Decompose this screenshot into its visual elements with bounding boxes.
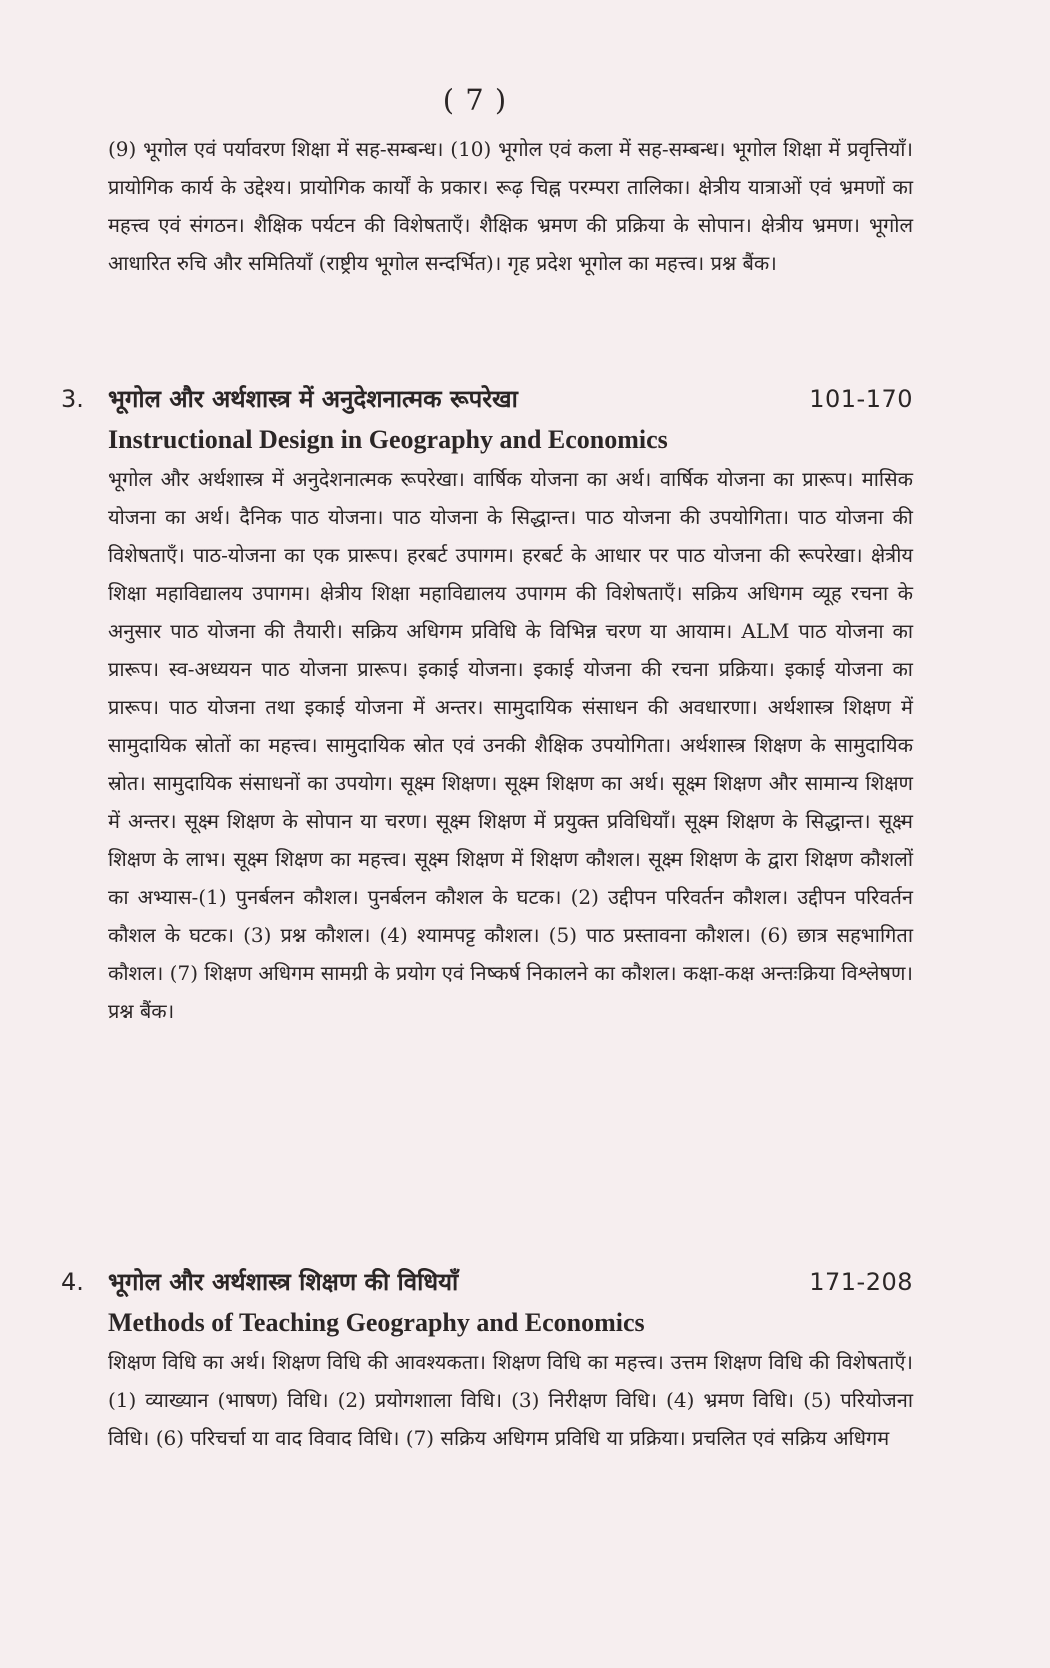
chapter-title-hindi: भूगोल और अर्थशास्त्र शिक्षण की विधियाँ [108, 1268, 459, 1296]
chapter-title-english: Methods of Teaching Geography and Economics [108, 1308, 645, 1337]
chapter-number: 3. [61, 385, 84, 413]
chapter-topics: भूगोल और अर्थशास्त्र में अनुदेशनात्मक रूपरेखा। वार्षिक योजना का अर्थ। वार्षिक योजना का प्रारूप। मासिक योजना का अर्थ। दैनिक पाठ योजना। पाठ योजना के सिद्धान्त। पाठ योजना की उपयोगिता। पाठ योजना की विशेषताएँ। पाठ-योजना का एक प्रारूप। हरबर्ट उपागम। हरबर्ट के आधार पर पाठ योजना की रूपरेखा। क्षेत्रीय शिक्षा महाविद्यालय उपागम। क्षेत्रीय शिक्षा महाविद्यालय उपागम की विशेषताएँ। सक्रिय अधिगम व्यूह रचना के अनुसार पाठ योजना की तैयारी। सक्रिय अधिगम प्रविधि के विभिन्न चरण या आयाम। ALM पाठ योजना का प्रारूप। स्व-अध्ययन पाठ योजना प्रारूप। इकाई योजना। इकाई योजना की रचना प्रक्रिया। इकाई योजना का प्रारूप। पाठ योजना तथा इकाई योजना में अन्तर। सामुदायिक संसाधन की अवधारणा। अर्थशास्त्र शिक्षण में सामुदायिक स्रोतों का महत्त्व। सामुदायिक स्रोत एवं उनकी शैक्षिक उपयोगिता। अर्थशास्त्र शिक्षण के सामुदायिक स्रोत। सामुदायिक संसाधनों का उपयोग। सूक्ष्म शिक्षण। सूक्ष्म शिक्षण का अर्थ। सूक्ष्म शिक्षण और सामान्य शिक्षण में अन्तर। सूक्ष्म शिक्षण के सोपान या चरण। सूक्ष्म शिक्षण में प्रयुक्त प्रविधियाँ। सूक्ष्म शिक्षण के सिद्धान्त। सूक्ष्म शिक्षण के लाभ। सूक्ष्म शिक्षण का महत्त्व। सूक्ष्म शिक्षण में शिक्षण कौशल। सूक्ष्म शिक्षण के द्वारा शिक्षण कौशलों का अभ्यास-(1) पुनर्बलन कौशल। पुनर्बलन कौशल के घटक। (2) उद्दीपन परिवर्तन कौशल। उद्दीपन परिवर्तन कौशल के घटक। (3) प्रश्न कौशल। (4) श्यामपट्ट कौशल। (5) पाठ प्रस्तावना कौशल। (6) छात्र सहभागिता कौशल। (7) शिक्षण अधिगम सामग्री के प्रयोग एवं निष्कर्ष निकालने का कौशल। कक्षा-कक्ष अन्तःक्रिया विश्लेषण। प्रश्न बैंक। [108, 467, 913, 1023]
chapter-topics: शिक्षण विधि का अर्थ। शिक्षण विधि की आवश्यकता। शिक्षण विधि का महत्त्व। उत्तम शिक्षण विधि की विशेषताएँ। (1) व्याख्यान (भाषण) विधि। (2) प्रयोगशाला विधि। (3) निरीक्षण विधि। (4) भ्रमण विधि। (5) परियोजना विधि। (6) परिचर्चा या वाद विवाद विधि। (7) सक्रिय अधिगम प्रविधि या प्रक्रिया। प्रचलित एवं सक्रिय अधिगम [108, 1350, 913, 1450]
chapter-page-range: 171-208 [809, 1268, 913, 1296]
chapter-4-heading [61, 1263, 913, 1301]
chapter-3-heading [61, 380, 913, 418]
page-number: ( 7 ) [442, 83, 508, 117]
chapter-number: 4. [61, 1268, 84, 1296]
chapter-title-english: Instructional Design in Geography and Economics [108, 425, 668, 454]
intro-paragraph: (9) भूगोल एवं पर्यावरण शिक्षा में सह-सम्बन्ध। (10) भूगोल एवं कला में सह-सम्बन्ध। भूगोल शिक्षा में प्रवृत्तियाँ। प्रायोगिक कार्य के उद्देश्य। प्रायोगिक कार्यों के प्रकार। रूढ़ चिह्न परम्परा तालिका। क्षेत्रीय यात्राओं एवं भ्रमणों का महत्त्व एवं संगठन। शैक्षिक पर्यटन की विशेषताएँ। शैक्षिक भ्रमण की प्रक्रिया के सोपान। क्षेत्रीय भ्रमण। भूगोल आधारित रुचि और समितियाँ (राष्ट्रीय भूगोल सन्दर्भित)। गृह प्रदेश भूगोल का महत्त्व। प्रश्न बैंक। [108, 137, 914, 275]
chapter-4-entry [61, 1263, 913, 1457]
chapter-3-entry [61, 380, 913, 1030]
chapter-page-range: 101-170 [809, 385, 913, 413]
chapter-title-hindi: भूगोल और अर्थशास्त्र में अनुदेशनात्मक रूपरेखा [108, 385, 518, 413]
